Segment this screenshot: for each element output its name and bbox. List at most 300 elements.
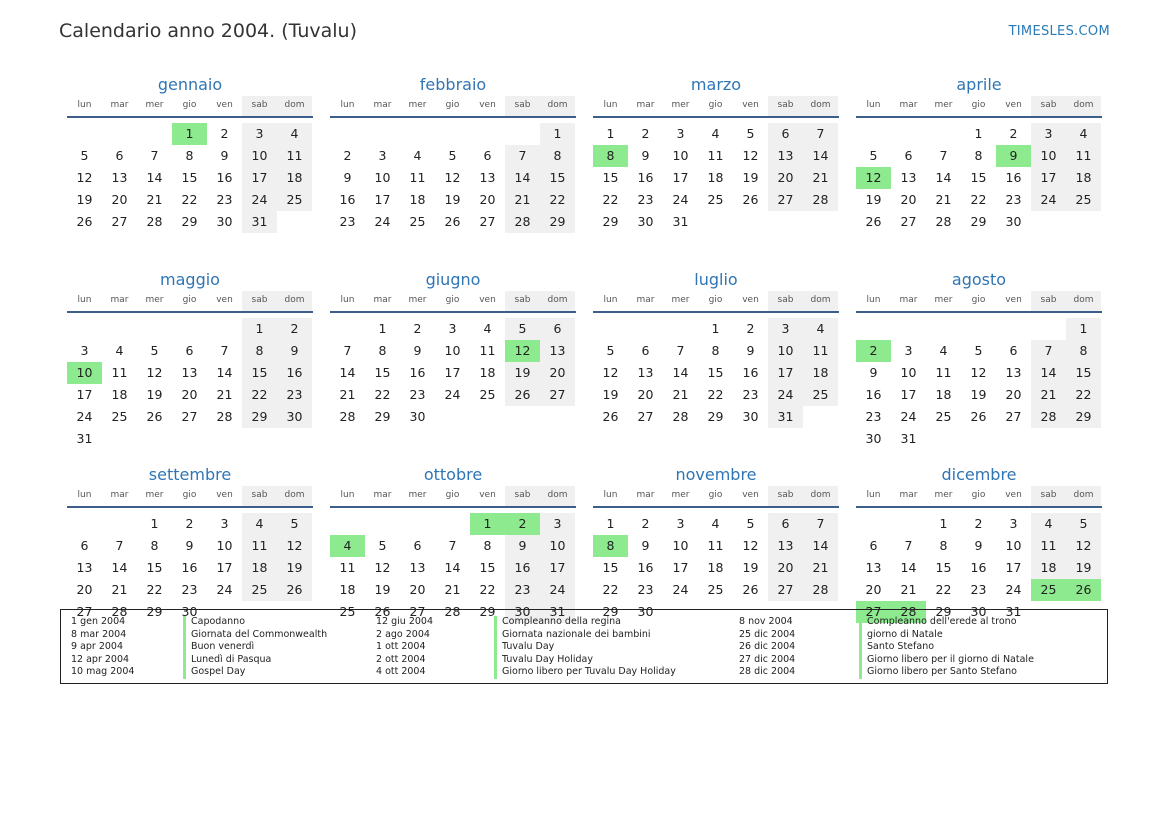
- day-cell: 18: [409, 192, 426, 207]
- weekday-header: [330, 96, 576, 118]
- day-cell: 15: [540, 167, 575, 189]
- day-cell: 2: [641, 126, 650, 141]
- weekday-label: mar: [636, 295, 655, 305]
- holiday-name: Lunedì di Pasqua: [183, 654, 271, 667]
- day-cell: 19: [865, 192, 882, 207]
- holiday-date: 25 dic 2004: [739, 628, 796, 640]
- weekday-label: dom: [277, 486, 312, 506]
- day-cell: 13: [479, 170, 496, 185]
- week-row: [67, 406, 313, 428]
- weekday-label: mer: [671, 100, 690, 110]
- month-name: luglio: [694, 270, 738, 289]
- empty-day: [207, 318, 242, 340]
- site-link[interactable]: TIMESLES.COM: [1008, 24, 1110, 39]
- day-cell: 20: [900, 192, 917, 207]
- week-row: [67, 145, 313, 167]
- day-cell: 12: [602, 365, 619, 380]
- week-row: [330, 145, 576, 167]
- week-row: [593, 579, 839, 601]
- day-cell: 31: [672, 214, 689, 229]
- day-cell: 16: [742, 365, 759, 380]
- week-row: [67, 428, 313, 450]
- day-cell: 29: [540, 211, 575, 233]
- day-cell: 11: [707, 148, 724, 163]
- holiday-day: 1: [470, 513, 505, 535]
- day-cell: 7: [676, 343, 685, 358]
- day-cell: 1: [939, 516, 948, 531]
- week-row: [330, 318, 576, 340]
- day-cell: 16: [409, 365, 426, 380]
- day-cell: 26: [742, 192, 759, 207]
- day-cell: 14: [900, 560, 917, 575]
- day-cell: 19: [1066, 557, 1101, 579]
- weekday-label: mer: [145, 100, 164, 110]
- month-aprile: [856, 74, 1102, 269]
- weekday-label: dom: [803, 486, 838, 506]
- day-cell: 10: [768, 340, 803, 362]
- holiday-date: 8 nov 2004: [739, 616, 793, 627]
- day-cell: 20: [181, 387, 198, 402]
- weekday-label: ven: [216, 490, 233, 500]
- day-cell: 23: [216, 192, 233, 207]
- day-cell: 30: [637, 604, 654, 619]
- page-title: Calendario anno 2004. (Tuvalu): [59, 20, 357, 42]
- week-row: [330, 189, 576, 211]
- day-cell: 29: [707, 409, 724, 424]
- day-cell: 11: [479, 343, 496, 358]
- day-cell: 21: [111, 582, 128, 597]
- day-cell: 8: [378, 343, 387, 358]
- day-cell: 13: [76, 560, 93, 575]
- weekday-label: lun: [866, 100, 881, 110]
- day-cell: 22: [970, 192, 987, 207]
- day-cell: 25: [707, 582, 724, 597]
- weekday-header: [67, 96, 313, 118]
- day-cell: 13: [768, 145, 803, 167]
- day-cell: 20: [768, 167, 803, 189]
- weekday-label: mar: [899, 295, 918, 305]
- day-cell: 5: [606, 343, 615, 358]
- holiday-day: 26: [1066, 579, 1101, 601]
- day-cell: 7: [343, 343, 352, 358]
- weekday-label: ven: [1005, 295, 1022, 305]
- day-cell: 14: [216, 365, 233, 380]
- day-cell: 4: [277, 123, 312, 145]
- day-cell: 8: [939, 538, 948, 553]
- day-cell: 31: [1005, 604, 1022, 619]
- holiday-name: Buon venerdì: [183, 641, 254, 654]
- day-cell: 7: [1031, 340, 1066, 362]
- holiday-name: Giornata nazionale dei bambini: [494, 629, 651, 642]
- day-cell: 19: [742, 560, 759, 575]
- week-row: [593, 189, 839, 211]
- day-cell: 18: [339, 582, 356, 597]
- day-cell: 23: [637, 192, 654, 207]
- day-cell: 23: [970, 582, 987, 597]
- day-cell: 17: [76, 387, 93, 402]
- day-cell: 1: [1066, 318, 1101, 340]
- day-cell: 11: [1031, 535, 1066, 557]
- holiday-date: 26 dic 2004: [739, 641, 796, 653]
- day-cell: 27: [479, 214, 496, 229]
- empty-day: [803, 211, 838, 233]
- day-cell: 1: [974, 126, 983, 141]
- day-cell: 13: [865, 560, 882, 575]
- week-row: [856, 557, 1102, 579]
- day-cell: 29: [181, 214, 198, 229]
- day-cell: 6: [483, 148, 492, 163]
- month-name: marzo: [690, 75, 742, 94]
- week-row: [67, 384, 313, 406]
- day-cell: 2: [277, 318, 312, 340]
- weekday-label: lun: [603, 295, 618, 305]
- day-cell: 19: [742, 170, 759, 185]
- day-cell: 3: [768, 318, 803, 340]
- weekday-header: [67, 486, 313, 508]
- day-cell: 8: [711, 343, 720, 358]
- day-cell: 5: [378, 538, 387, 553]
- day-cell: 26: [374, 604, 391, 619]
- day-cell: 27: [540, 384, 575, 406]
- weekday-label: gio: [708, 295, 723, 305]
- weekday-header: [67, 291, 313, 313]
- day-cell: 12: [742, 148, 759, 163]
- day-cell: 18: [1031, 557, 1066, 579]
- day-cell: 28: [1031, 406, 1066, 428]
- weekday-label: gio: [971, 100, 986, 110]
- day-cell: 2: [413, 321, 422, 336]
- weekday-label: lun: [866, 295, 881, 305]
- holiday-name: Compleanno della regina: [494, 616, 621, 629]
- weekday-label: gio: [708, 490, 723, 500]
- week-row: [67, 513, 313, 535]
- weekday-label: sab: [242, 96, 277, 116]
- day-cell: 21: [1031, 384, 1066, 406]
- day-cell: 10: [672, 148, 689, 163]
- holiday-list: [60, 609, 1108, 684]
- day-cell: 31: [768, 406, 803, 428]
- day-cell: 4: [803, 318, 838, 340]
- day-cell: 20: [768, 557, 803, 579]
- day-cell: 5: [746, 126, 755, 141]
- empty-day: [505, 123, 540, 145]
- day-cell: 31: [76, 431, 93, 446]
- week-row: [67, 211, 313, 233]
- empty-day: [505, 406, 540, 428]
- month-marzo: [593, 74, 839, 269]
- day-cell: 27: [111, 214, 128, 229]
- day-cell: 10: [900, 365, 917, 380]
- day-cell: 30: [277, 406, 312, 428]
- week-row: [593, 557, 839, 579]
- day-cell: 6: [904, 148, 913, 163]
- day-cell: 21: [900, 582, 917, 597]
- day-cell: 11: [409, 170, 426, 185]
- week-row: [593, 406, 839, 428]
- day-cell: 25: [1066, 189, 1101, 211]
- weekday-header: [593, 96, 839, 118]
- holiday-name: Giornata del Commonwealth: [183, 629, 327, 642]
- day-cell: 5: [80, 148, 89, 163]
- day-cell: 8: [242, 340, 277, 362]
- weekday-label: dom: [803, 96, 838, 116]
- weekday-label: sab: [768, 486, 803, 506]
- day-cell: 3: [448, 321, 457, 336]
- holiday-day: 28: [891, 601, 926, 623]
- week-row: [593, 211, 839, 233]
- empty-day: [470, 406, 505, 428]
- day-cell: 24: [768, 384, 803, 406]
- day-cell: 19: [277, 557, 312, 579]
- weekday-label: lun: [340, 100, 355, 110]
- day-cell: 4: [711, 516, 720, 531]
- day-cell: 3: [80, 343, 89, 358]
- holiday-day: 25: [1031, 579, 1066, 601]
- week-row: [856, 189, 1102, 211]
- day-cell: 26: [602, 409, 619, 424]
- day-cell: 22: [602, 582, 619, 597]
- weekday-label: lun: [77, 295, 92, 305]
- empty-day: [207, 428, 242, 450]
- day-cell: 19: [374, 582, 391, 597]
- day-cell: 13: [181, 365, 198, 380]
- month-name: giugno: [425, 270, 481, 289]
- day-cell: 22: [540, 189, 575, 211]
- day-cell: 19: [146, 387, 163, 402]
- weekday-label: sab: [242, 291, 277, 311]
- weekday-label: dom: [277, 96, 312, 116]
- week-row: [67, 535, 313, 557]
- day-cell: 9: [505, 535, 540, 557]
- empty-day: [856, 513, 891, 535]
- weekday-label: lun: [866, 490, 881, 500]
- empty-day: [102, 428, 137, 450]
- day-cell: 11: [339, 560, 356, 575]
- holiday-day: 8: [593, 535, 628, 557]
- day-cell: 14: [803, 145, 838, 167]
- day-cell: 18: [277, 167, 312, 189]
- day-cell: 25: [339, 604, 356, 619]
- day-cell: 15: [935, 560, 952, 575]
- day-cell: 19: [602, 387, 619, 402]
- day-cell: 1: [242, 318, 277, 340]
- day-cell: 23: [1005, 192, 1022, 207]
- weekday-label: dom: [540, 96, 575, 116]
- day-cell: 16: [865, 387, 882, 402]
- day-cell: 26: [277, 579, 312, 601]
- day-cell: 8: [483, 538, 492, 553]
- day-cell: 2: [641, 516, 650, 531]
- empty-day: [330, 318, 365, 340]
- holiday-date: 2 ago 2004: [376, 628, 430, 640]
- month-name: maggio: [160, 270, 220, 289]
- empty-day: [172, 318, 207, 340]
- holiday-name: Compleanno dell'erede al trono: [859, 616, 1017, 629]
- week-row: [856, 362, 1102, 384]
- weekday-label: sab: [505, 291, 540, 311]
- day-cell: 15: [242, 362, 277, 384]
- holiday-date: 28 dic 2004: [739, 666, 796, 678]
- day-cell: 29: [935, 604, 952, 619]
- weekday-header: [593, 486, 839, 508]
- day-cell: 27: [76, 604, 93, 619]
- day-cell: 5: [869, 148, 878, 163]
- day-cell: 15: [374, 365, 391, 380]
- day-cell: 18: [242, 557, 277, 579]
- day-cell: 28: [339, 409, 356, 424]
- weekday-label: sab: [1031, 486, 1066, 506]
- empty-day: [435, 123, 470, 145]
- day-cell: 16: [181, 560, 198, 575]
- day-cell: 22: [1066, 384, 1101, 406]
- empty-day: [67, 318, 102, 340]
- day-cell: 2: [1009, 126, 1018, 141]
- day-cell: 20: [111, 192, 128, 207]
- day-cell: 5: [505, 318, 540, 340]
- day-cell: 30: [181, 604, 198, 619]
- empty-day: [996, 428, 1031, 450]
- day-cell: 6: [80, 538, 89, 553]
- week-row: [856, 211, 1102, 233]
- day-cell: 13: [409, 560, 426, 575]
- day-cell: 14: [505, 167, 540, 189]
- day-cell: 2: [974, 516, 983, 531]
- holiday-name: Gospel Day: [183, 666, 245, 679]
- day-cell: 14: [803, 535, 838, 557]
- day-cell: 4: [242, 513, 277, 535]
- day-cell: 14: [444, 560, 461, 575]
- day-cell: 9: [641, 148, 650, 163]
- empty-day: [470, 123, 505, 145]
- empty-day: [768, 211, 803, 233]
- month-name: aprile: [956, 75, 1002, 94]
- day-cell: 19: [505, 362, 540, 384]
- day-cell: 20: [1005, 387, 1022, 402]
- week-row: [593, 513, 839, 535]
- day-cell: 10: [540, 535, 575, 557]
- day-cell: 16: [637, 560, 654, 575]
- day-cell: 27: [637, 409, 654, 424]
- weekday-label: sab: [1031, 96, 1066, 116]
- day-cell: 11: [111, 365, 128, 380]
- holiday-date: 12 giu 2004: [376, 616, 433, 627]
- day-cell: 11: [242, 535, 277, 557]
- day-cell: 20: [865, 582, 882, 597]
- day-cell: 18: [707, 170, 724, 185]
- day-cell: 24: [1031, 189, 1066, 211]
- month-name: settembre: [148, 465, 232, 484]
- month-febbraio: [330, 74, 576, 269]
- day-cell: 16: [1005, 170, 1022, 185]
- day-cell: 12: [146, 365, 163, 380]
- day-cell: 16: [339, 192, 356, 207]
- weekday-label: mar: [636, 490, 655, 500]
- weekday-label: mer: [408, 295, 427, 305]
- day-cell: 10: [374, 170, 391, 185]
- day-cell: 30: [970, 604, 987, 619]
- weekday-label: gio: [708, 100, 723, 110]
- day-cell: 29: [374, 409, 391, 424]
- weekday-label: mer: [408, 490, 427, 500]
- week-row: [856, 428, 1102, 450]
- day-cell: 16: [637, 170, 654, 185]
- week-row: [856, 167, 1102, 189]
- day-cell: 31: [900, 431, 917, 446]
- week-row: [330, 123, 576, 145]
- month-maggio: [67, 269, 313, 464]
- day-cell: 20: [76, 582, 93, 597]
- day-cell: 6: [1009, 343, 1018, 358]
- day-cell: 17: [672, 170, 689, 185]
- weekday-label: mar: [373, 100, 392, 110]
- day-cell: 11: [277, 145, 312, 167]
- day-cell: 6: [115, 148, 124, 163]
- day-cell: 29: [146, 604, 163, 619]
- day-cell: 28: [111, 604, 128, 619]
- day-cell: 9: [220, 148, 229, 163]
- week-row: [67, 318, 313, 340]
- weekday-label: ven: [479, 295, 496, 305]
- day-cell: 16: [970, 560, 987, 575]
- day-cell: 16: [277, 362, 312, 384]
- day-cell: 26: [146, 409, 163, 424]
- day-cell: 1: [711, 321, 720, 336]
- day-cell: 1: [378, 321, 387, 336]
- weekday-label: ven: [1005, 100, 1022, 110]
- day-cell: 9: [277, 340, 312, 362]
- holiday-name: Giorno libero per Tuvalu Day Holiday: [494, 666, 676, 679]
- day-cell: 29: [1066, 406, 1101, 428]
- day-cell: 20: [540, 362, 575, 384]
- day-cell: 17: [444, 365, 461, 380]
- empty-day: [593, 318, 628, 340]
- holiday-day: 1: [172, 123, 207, 145]
- day-cell: 28: [803, 579, 838, 601]
- weekday-label: mar: [373, 490, 392, 500]
- empty-day: [961, 428, 996, 450]
- week-row: [856, 340, 1102, 362]
- day-cell: 31: [540, 601, 575, 623]
- day-cell: 9: [185, 538, 194, 553]
- day-cell: 18: [935, 387, 952, 402]
- weekday-label: gio: [182, 490, 197, 500]
- day-cell: 17: [216, 560, 233, 575]
- week-row: [330, 340, 576, 362]
- day-cell: 30: [742, 409, 759, 424]
- week-row: [856, 318, 1102, 340]
- weekday-label: ven: [216, 295, 233, 305]
- day-cell: 23: [637, 582, 654, 597]
- holiday-date: 8 mar 2004: [71, 628, 127, 640]
- weekday-label: dom: [1066, 96, 1101, 116]
- empty-day: [961, 318, 996, 340]
- week-row: [856, 535, 1102, 557]
- day-cell: 13: [900, 170, 917, 185]
- week-row: [593, 340, 839, 362]
- day-cell: 6: [185, 343, 194, 358]
- day-cell: 27: [1005, 409, 1022, 424]
- day-cell: 15: [707, 365, 724, 380]
- day-cell: 8: [974, 148, 983, 163]
- day-cell: 23: [277, 384, 312, 406]
- day-cell: 5: [746, 516, 755, 531]
- empty-day: [540, 406, 575, 428]
- day-cell: 21: [672, 387, 689, 402]
- day-cell: 24: [672, 192, 689, 207]
- day-cell: 19: [970, 387, 987, 402]
- day-cell: 22: [374, 387, 391, 402]
- day-cell: 30: [865, 431, 882, 446]
